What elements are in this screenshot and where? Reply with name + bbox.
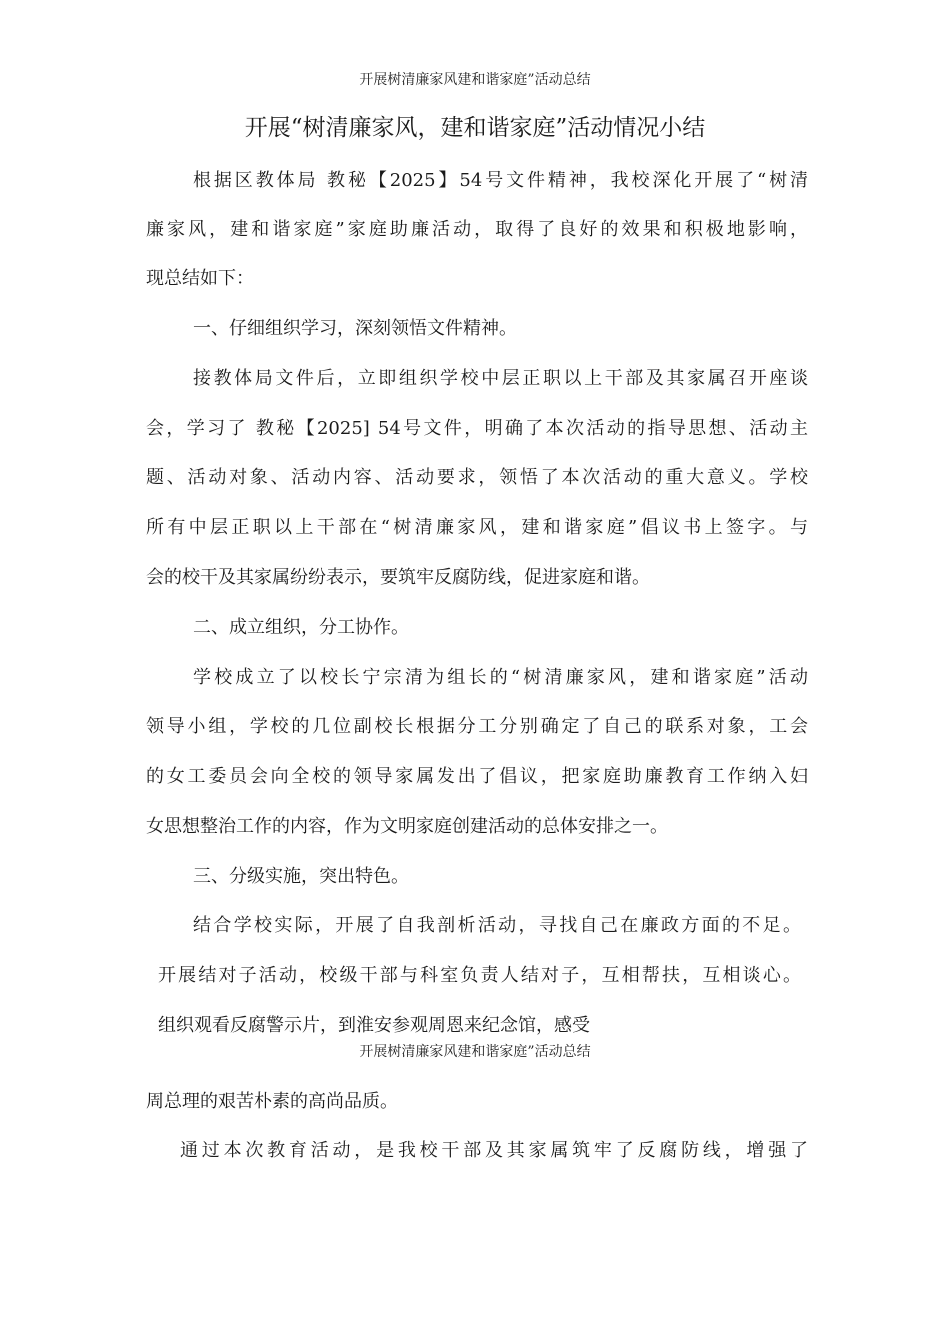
section-heading: 三、分级实施，突出特色。: [193, 866, 409, 887]
page-header: 开展树清廉家风建和谐家庭”活动总结: [359, 1044, 591, 1060]
paragraph-line: 廉家风，建和谐家庭”家庭助廉活动，取得了良好的效果和积极地影响，: [146, 219, 808, 240]
paragraph-line: 周总理的艰苦朴素的高尚品质。: [146, 1091, 398, 1112]
paragraph-line: 题、活动对象、活动内容、活动要求，领悟了本次活动的重大意义。学校: [146, 467, 808, 488]
paragraph-line: 开展结对子活动，校级干部与科室负责人结对子，互相帮扶，互相谈心。: [158, 965, 801, 986]
paragraph-line: 现总结如下：: [146, 268, 254, 289]
paragraph-line: 领导小组，学校的几位副校长根据分工分别确定了自己的联系对象，工会: [146, 716, 808, 737]
paragraph-line: 结合学校实际，开展了自我剖析活动，寻找自己在廉政方面的不足。: [193, 915, 801, 936]
paragraph-line: 组织观看反腐警示片，到淮安参观周恩来纪念馆，感受: [158, 1015, 590, 1036]
paragraph-line: 学校成立了以校长宁宗清为组长的“树清廉家风，建和谐家庭”活动: [193, 667, 808, 688]
paragraph-line: 女思想整治工作的内容，作为文明家庭创建活动的总体安排之一。: [146, 816, 668, 837]
section-heading: 一、仔细组织学习，深刻领悟文件精神。: [193, 318, 517, 339]
paragraph-line: 会，学习了 教秘【2025] 54号文件，明确了本次活动的指导思想、活动主: [146, 418, 808, 439]
paragraph-line: 会的校干及其家属纷纷表示，要筑牢反腐防线，促进家庭和谐。: [146, 567, 650, 588]
paragraph-line: 的女工委员会向全校的领导家属发出了倡议，把家庭助廉教育工作纳入妇: [146, 766, 808, 787]
paragraph-line: 根据区教体局 教秘【2025】54号文件精神，我校深化开展了“树清: [193, 170, 808, 191]
document-title: 开展“树清廉家风，建和谐家庭”活动情况小结: [244, 115, 706, 141]
page-header: 开展树清廉家风建和谐家庭”活动总结: [359, 72, 591, 88]
section-heading: 二、成立组织，分工协作。: [193, 617, 409, 638]
paragraph-line: 所有中层正职以上干部在“树清廉家风，建和谐家庭”倡议书上签字。与: [146, 517, 808, 538]
paragraph-line: 通过本次教育活动，是我校干部及其家属筑牢了反腐防线，增强了: [180, 1140, 808, 1161]
paragraph-line: 接教体局文件后，立即组织学校中层正职以上干部及其家属召开座谈: [193, 368, 808, 389]
